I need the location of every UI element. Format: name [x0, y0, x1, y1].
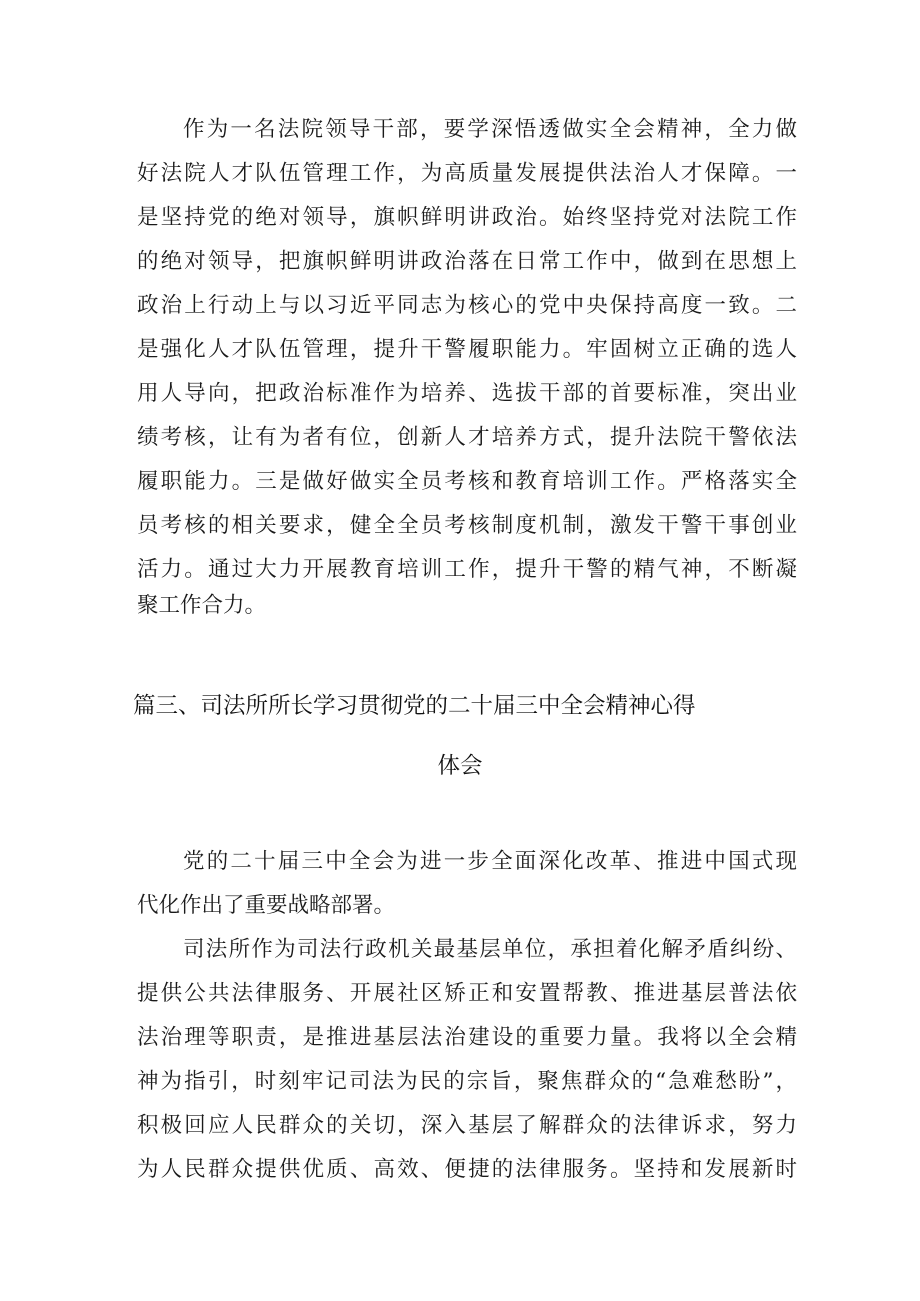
text-line: 神为指引，时刻牢记司法为民的宗旨，聚焦群众的“急难愁盼”，	[137, 1069, 797, 1094]
text-line: 聚工作合力。	[137, 593, 267, 618]
text-line: 好法院人才队伍管理工作，为高质量发展提供法治人才保障。一	[137, 161, 797, 186]
text-line: 用人导向，把政治标准作为培养、选拔干部的首要标准，突出业	[137, 381, 797, 406]
section-title-line-1: 篇三、司法所所长学习贯彻党的二十届三中全会精神心得	[133, 693, 696, 719]
text-line: 法治理等职责，是推进基层法治建设的重要力量。我将以全会精	[137, 1025, 797, 1050]
text-line: 为人民群众提供优质、高效、便捷的法律服务。坚持和发展新时	[137, 1157, 797, 1182]
text-line: 员考核的相关要求，健全全员考核制度机制，激发干警干事创业	[137, 513, 797, 538]
text-line: 活力。通过大力开展教育培训工作，提升干警的精气神，不断凝	[137, 557, 797, 582]
text-line: 履职能力。三是做好做实全员考核和教育培训工作。严格落实全	[137, 469, 797, 494]
text-line: 的绝对领导，把旗帜鲜明讲政治落在日常工作中，做到在思想上	[137, 249, 797, 274]
text-line: 是坚持党的绝对领导，旗帜鲜明讲政治。始终坚持党对法院工作	[137, 205, 797, 230]
text-line: 绩考核，让有为者有位，创新人才培养方式，提升法院干警依法	[137, 425, 797, 450]
text-line: 提供公共法律服务、开展社区矫正和安置帮教、推进基层普法依	[137, 981, 797, 1006]
text-line: 积极回应人民群众的关切，深入基层了解群众的法律诉求，努力	[137, 1113, 797, 1138]
text-line: 司法所作为司法行政机关最基层单位，承担着化解矛盾纠纷、	[183, 937, 797, 962]
section-title-line-2: 体会	[437, 753, 483, 779]
text-line: 党的二十届三中全会为进一步全面深化改革、推进中国式现	[183, 849, 797, 874]
text-line: 是强化人才队伍管理，提升干警履职能力。牢固树立正确的选人	[137, 337, 797, 362]
text-line: 代化作出了重要战略部署。	[137, 893, 396, 918]
text-line: 政治上行动上与以习近平同志为核心的党中央保持高度一致。二	[137, 293, 797, 318]
text-line: 作为一名法院领导干部，要学深悟透做实全会精神，全力做	[183, 117, 797, 142]
